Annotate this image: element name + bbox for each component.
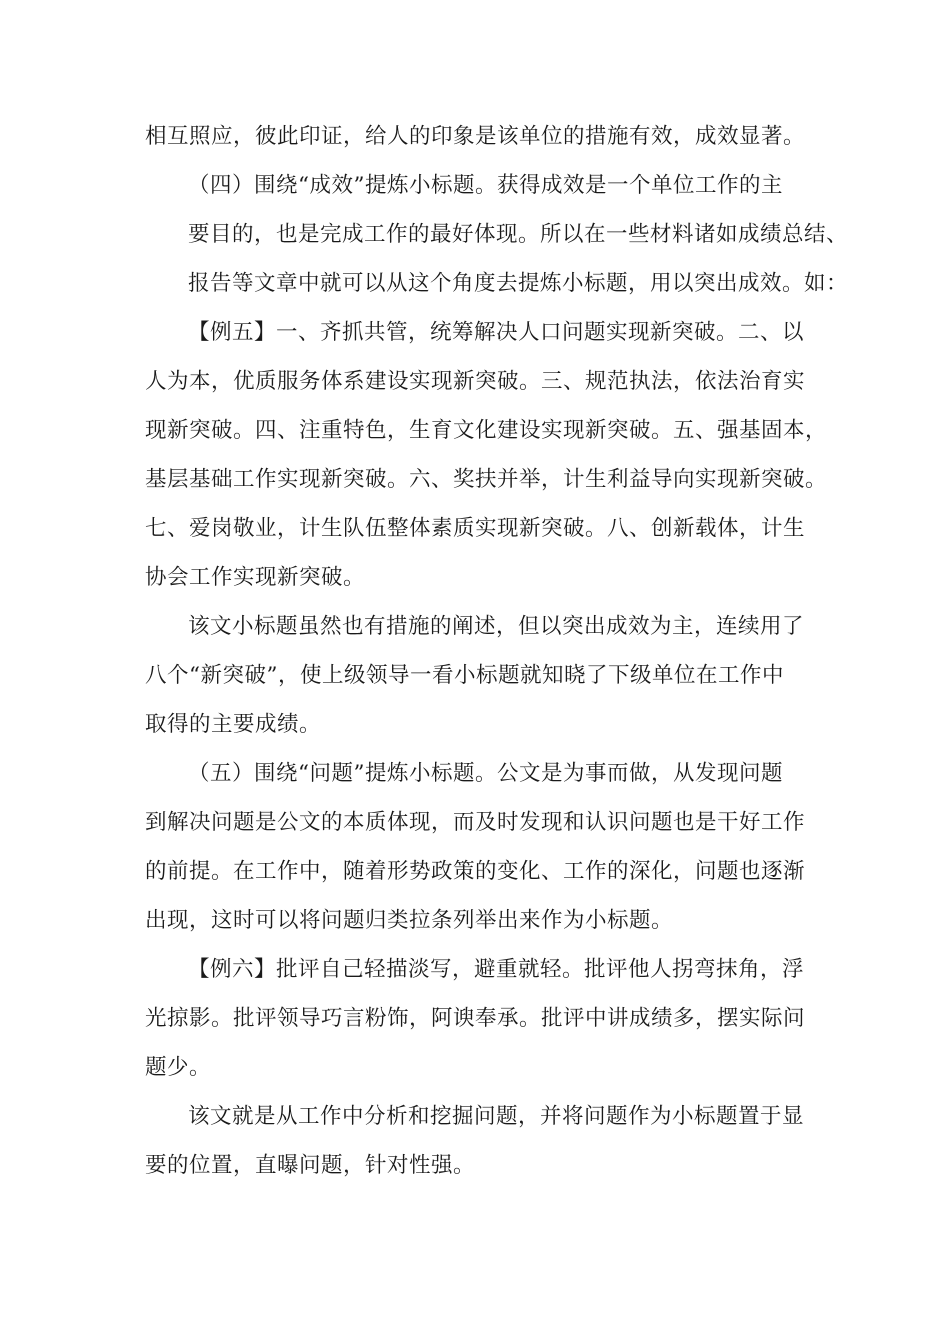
paragraph-section-four: [145, 161, 849, 308]
document-page: [145, 112, 849, 1190]
text-line: 人为本，优质服务体系建设实现新突破。三、规范执法，依法治育实: [145, 369, 806, 394]
text-line: 报告等文章中就可以从这个角度去提炼小标题，用以突出成效。如：: [188, 271, 849, 296]
paragraph-example-five: [145, 308, 828, 602]
text-line: 要的位置，直曝问题，针对性强。: [145, 1153, 476, 1178]
paragraph-example-six: [145, 945, 807, 1092]
text-line: 协会工作实现新突破。: [145, 565, 366, 590]
text-line: 要目的，也是完成工作的最好体现。所以在一些材料诸如成绩总结、: [188, 222, 849, 247]
text-line: 相互照应，彼此印证，给人的印象是该单位的措施有效，成效显著。: [145, 124, 806, 149]
text-line: 取得的主要成绩。: [145, 712, 322, 737]
paragraph-section-five: [145, 749, 807, 945]
paragraph-example-six-commentary: [145, 1092, 807, 1190]
text-line: 光掠影。批评领导巧言粉饰，阿谀奉承。批评中讲成绩多，摆实际问: [145, 1006, 806, 1031]
text-line: 题少。: [145, 1055, 212, 1080]
text-line: 【例六】批评自己轻描淡写，避重就轻。批评他人拐弯抹角，浮: [188, 957, 805, 982]
text-line: 到解决问题是公文的本质体现，而及时发现和认识问题也是干好工作: [145, 810, 806, 835]
text-line: 该文小标题虽然也有措施的阐述，但以突出成效为主，连续用了: [188, 614, 805, 639]
paragraph-example-five-commentary: [145, 602, 807, 749]
text-line: 现新突破。四、注重特色，生育文化建设实现新突破。五、强基固本，: [145, 418, 828, 443]
text-line: 出现，这时可以将问题归类拉条列举出来作为小标题。: [145, 908, 674, 933]
text-line: 七、爱岗敬业，计生队伍整体素质实现新突破。八、创新载体，计生: [145, 516, 806, 541]
text-line: 八个“新突破”，使上级领导一看小标题就知晓了下级单位在工作中: [145, 663, 784, 688]
text-line: 该文就是从工作中分析和挖掘问题，并将问题作为小标题置于显: [188, 1104, 805, 1129]
text-line: 的前提。在工作中，随着形势政策的变化、工作的深化，问题也逐渐: [145, 859, 806, 884]
text-line: 【例五】一、齐抓共管，统筹解决人口问题实现新突破。二、以: [188, 320, 805, 345]
paragraph-continuation: [145, 112, 807, 161]
text-line: 基层基础工作实现新突破。六、奖扶并举，计生利益导向实现新突破。: [145, 467, 828, 492]
text-line: （五）围绕“问题”提炼小标题。公文是为事而做，从发现问题: [188, 761, 783, 786]
text-line: （四）围绕“成效”提炼小标题。获得成效是一个单位工作的主: [188, 173, 783, 198]
